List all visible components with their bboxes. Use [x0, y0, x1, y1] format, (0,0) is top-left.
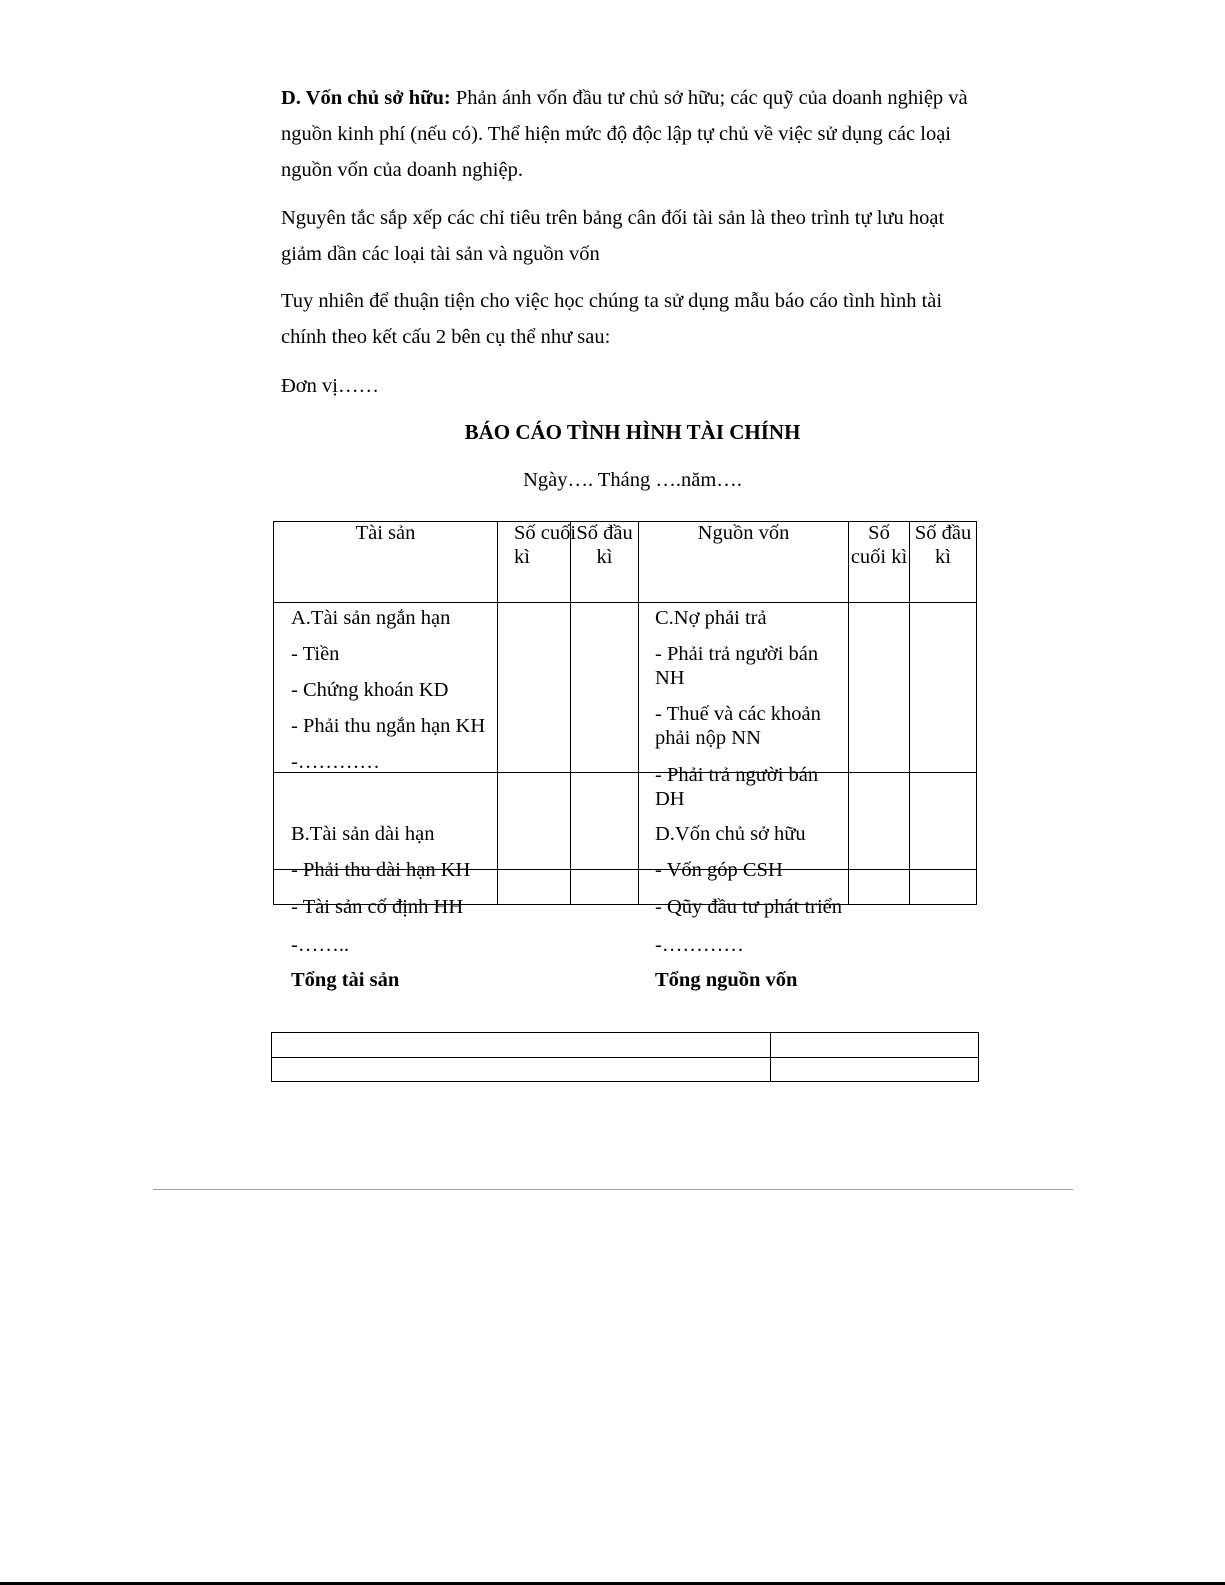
asset-item: A.Tài sản ngắn hạn: [291, 607, 451, 629]
table-line: [976, 521, 977, 905]
header-end-period-sources-text: Số cuối kì: [850, 522, 908, 568]
table-line: [271, 1032, 979, 1033]
source-item: - Qũy đầu tư phát triển: [655, 896, 843, 918]
table-line: [273, 521, 274, 905]
table-line: [909, 521, 910, 905]
header-start-period-sources-text: Số đầu kì: [914, 522, 972, 568]
unit-label: Đơn vị……: [281, 375, 379, 397]
paragraph-owner-equity: [281, 80, 1001, 188]
table-line: [271, 1081, 979, 1082]
asset-item: - Tiền: [291, 643, 340, 665]
header-assets: Tài sản: [355, 522, 416, 544]
table-line: [273, 602, 977, 603]
header-end-period-assets: [498, 521, 582, 569]
source-item: -…………: [655, 934, 744, 956]
total-sources-label: Tổng nguồn vốn: [655, 969, 798, 991]
table-line: [978, 1032, 979, 1082]
asset-item: - Tài sản cố định HH: [291, 896, 464, 918]
asset-item: - Phải thu ngắn hạn KH: [291, 715, 486, 737]
owner-equity-heading: D. Vốn chủ sở hữu:: [281, 87, 451, 109]
table-line: [848, 521, 849, 905]
paragraph-ordering-principle: Nguyên tắc sắp xếp các chỉ tiêu trên bảng cân đối tài sản là theo trình tự lưu hoạt giảm dần các loại tài sản và nguồn vốn: [281, 207, 945, 265]
table-line: [271, 1057, 979, 1058]
source-item: C.Nợ phải trả: [655, 607, 767, 629]
source-item: - Vốn góp CSH: [655, 859, 783, 881]
asset-item: - Chứng khoán KD: [291, 679, 449, 701]
table-line: [770, 1032, 771, 1082]
header-start-period-assets: [571, 521, 638, 569]
asset-item: B.Tài sản dài hạn: [291, 823, 435, 845]
header-sources: Nguồn vốn: [697, 522, 790, 544]
asset-item: - Phải thu dài hạn KH: [291, 859, 471, 881]
report-title: BÁO CÁO TÌNH HÌNH TÀI CHÍNH: [464, 420, 801, 444]
header-end-period-sources: [849, 521, 909, 569]
table-line: [638, 521, 639, 905]
table-line: [271, 1032, 272, 1082]
header-start-period-assets-text: Số đầu kì: [576, 522, 633, 568]
source-item: - Phải trả người bán DH: [655, 764, 819, 810]
source-item: - Phải trả người bán NH: [655, 643, 819, 689]
total-assets-label: Tổng tài sản: [291, 969, 400, 991]
table-line: [497, 521, 498, 905]
source-item: D.Vốn chủ sở hữu: [655, 823, 806, 845]
asset-item: -……..: [291, 934, 350, 956]
paragraph-usage-note: Tuy nhiên để thuận tiện cho việc học chúng ta sử dụng mẫu báo cáo tình hình tài chính theo kết cấu 2 bên cụ thể như sau:: [281, 290, 943, 348]
header-start-period-sources: [910, 521, 976, 569]
asset-item: -…………: [291, 751, 380, 773]
report-date: Ngày…. Tháng ….năm….: [523, 469, 742, 491]
page-separator: [153, 1189, 1073, 1190]
table-line: [570, 521, 571, 905]
owner-equity-text: Phản ánh vốn đầu tư chủ sở hữu; các quỹ của doanh nghiệp và nguồn kinh phí (nếu có). Thể hiện mức độ độc lập tự chủ về việc sử dụng các loại nguồn vốn của doanh nghiệp.: [281, 87, 968, 181]
source-item: - Thuế và các khoản phải nộp NN: [655, 703, 821, 749]
header-end-period-assets-text: Số cuối kì: [514, 522, 577, 568]
